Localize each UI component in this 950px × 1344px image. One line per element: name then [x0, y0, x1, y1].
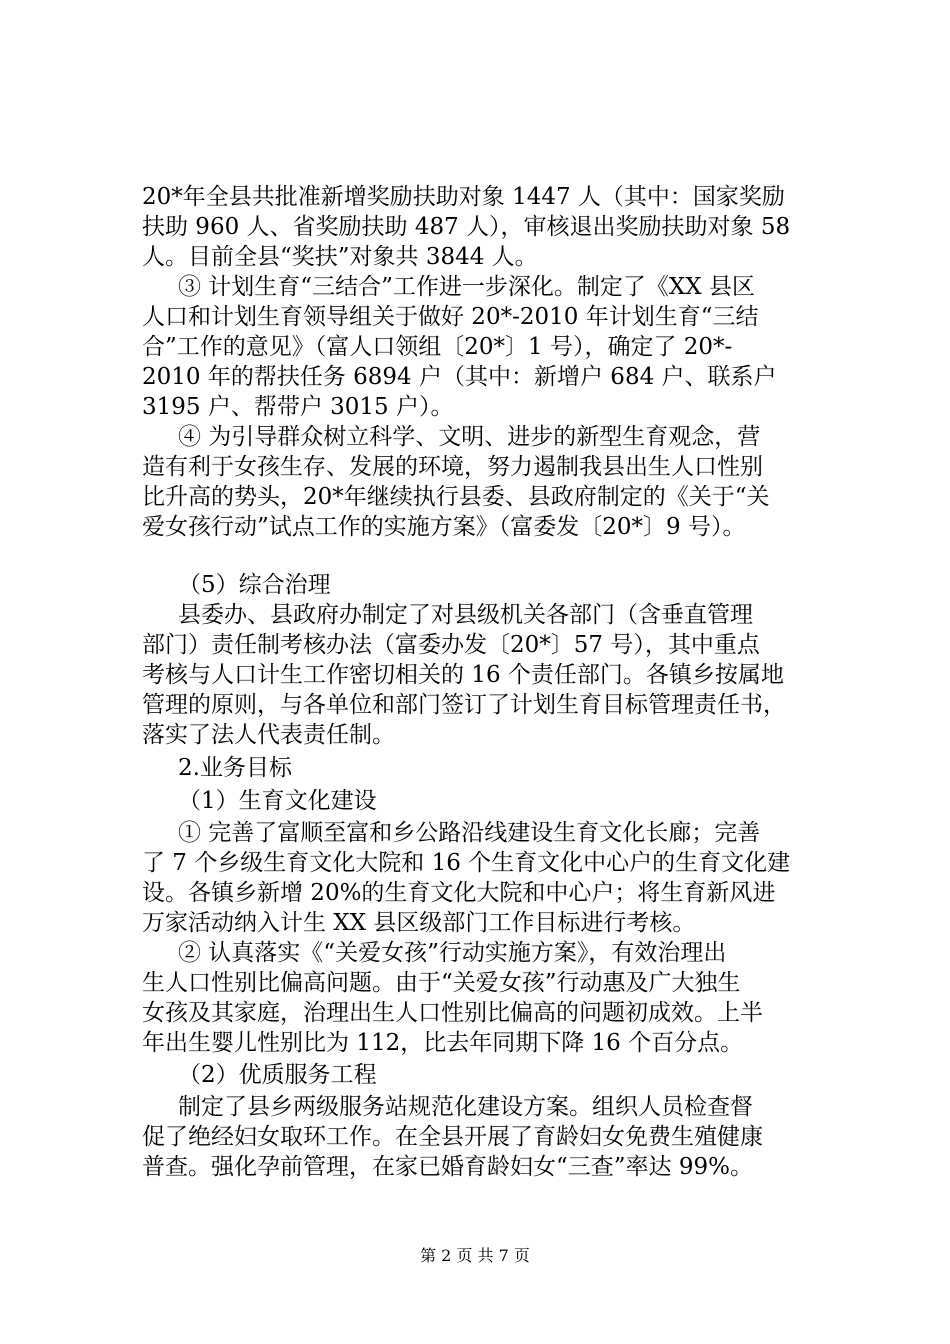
text-line: 爱女孩行动”试点工作的实施方案》（富委发〔20*〕9 号）。: [142, 514, 746, 540]
text-line: 部门）责任制考核办法（富委办发〔20*〕57 号），其中重点: [142, 632, 760, 658]
text-line: ② 认真落实《“关爱女孩”行动实施方案》，有效治理出: [178, 940, 727, 966]
section-heading: （5）综合治理: [178, 572, 331, 598]
text-line: 生人口性别比偏高问题。由于“关爱女孩”行动惠及广大独生: [142, 970, 741, 996]
text-line: ① 完善了富顺至富和乡公路沿线建设生育文化长廊；完善: [178, 820, 761, 846]
text-line: 人口和计划生育领导组关于做好 20*-2010 年计划生育“三结: [142, 304, 759, 330]
text-line: 3195 户、帮带户 3015 户）。: [142, 394, 454, 420]
text-line: 造有利于女孩生存、发展的环境，努力遏制我县出生人口性别: [142, 454, 763, 480]
text-line: 20*年全县共批准新增奖励扶助对象 1447 人（其中：国家奖励: [142, 184, 785, 210]
text-line: 合”工作的意见》（富人口领组〔20*〕1 号），确定了 20*-: [142, 334, 733, 360]
text-line: 扶助 960 人、省奖励扶助 487 人），审核退出奖励扶助对象 58: [142, 214, 791, 240]
section-heading: 2.业务目标: [178, 755, 292, 781]
text-line: 管理的原则，与各单位和部门签订了计划生育目标管理责任书，: [142, 692, 786, 718]
text-line: 人。目前全县“奖扶”对象共 3844 人。: [142, 244, 538, 270]
text-line: 了 7 个乡级生育文化大院和 16 个生育文化中心户的生育文化建: [142, 850, 791, 876]
text-line: 2010 年的帮扶任务 6894 户（其中：新增户 684 户、联系户: [142, 364, 777, 390]
text-line: 年出生婴儿性别比为 112，比去年同期下降 16 个百分点。: [142, 1030, 744, 1056]
text-line: ③ 计划生育“三结合”工作进一步深化。制定了《XX 县区: [178, 274, 755, 300]
text-line: 设。各镇乡新增 20%的生育文化大院和中心户；将生育新风进: [142, 880, 776, 906]
text-line: 制定了县乡两级服务站规范化建设方案。组织人员检查督: [178, 1094, 753, 1120]
text-line: 促了绝经妇女取环工作。在全县开展了育龄妇女免费生殖健康: [142, 1124, 763, 1150]
text-line: ④ 为引导群众树立科学、文明、进步的新型生育观念，营: [178, 424, 761, 450]
text-line: 比升高的势头，20*年继续执行县委、县政府制定的《关于“关: [142, 484, 770, 510]
text-line: 普查。强化孕前管理，在家已婚育龄妇女“三查”率达 99%。: [142, 1154, 753, 1180]
page-footer: 第 2 页 共 7 页: [420, 1246, 530, 1265]
text-line: 落实了法人代表责任制。: [142, 722, 395, 748]
text-line: 万家活动纳入计生 XX 县区级部门工作目标进行考核。: [142, 910, 696, 936]
section-heading: （1）生育文化建设: [178, 788, 377, 814]
text-line: 考核与人口计生工作密切相关的 16 个责任部门。各镇乡按属地: [142, 662, 784, 688]
section-heading: （2）优质服务工程: [178, 1062, 377, 1088]
text-line: 县委办、县政府办制定了对县级机关各部门（含垂直管理: [178, 602, 753, 628]
text-line: 女孩及其家庭，治理出生人口性别比偏高的问题初成效。上半: [142, 1000, 763, 1026]
